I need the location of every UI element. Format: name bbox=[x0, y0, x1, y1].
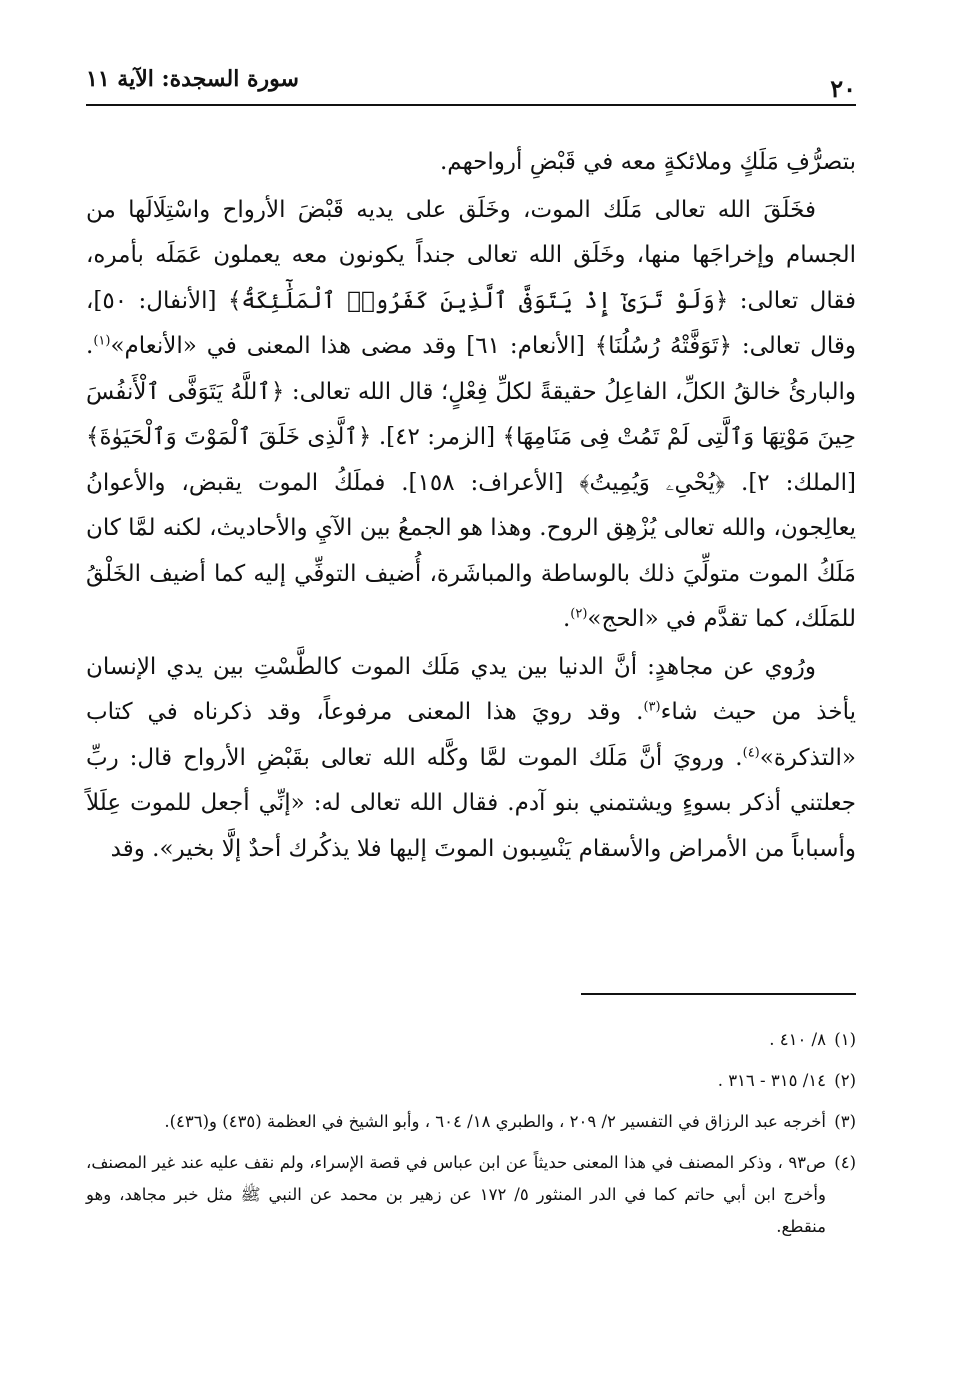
footnote-separator bbox=[581, 993, 856, 995]
text-run: [الملك: ٢]. bbox=[725, 469, 856, 496]
quran-verse: ﴿تَوَفَّتْهُ رُسُلُنَا﴾ bbox=[594, 333, 732, 359]
footnote-text: ص٩٣ ، وذكر المصنف في هذا المعنى حديثاً عن ابن عباس في قصة الإسراء، ولم نقف عليه عند غير المصنف، وأخرج ابن أبي حاتم كما في الدر المنثور ٥/ ١٧٢ عن زهير بن محمد عن النبي ﷺ مثل خبر مجاهد، وهو منقطع. bbox=[86, 1153, 826, 1236]
running-title: سورة السجدة: الآية ١١ bbox=[86, 66, 299, 92]
main-text bbox=[86, 140, 856, 874]
text-run: . bbox=[562, 606, 571, 632]
footnote-item bbox=[86, 1065, 856, 1097]
paragraph-2 bbox=[86, 188, 856, 643]
text-run: . وقد رويَ هذا المعنى مرفوعاً، وقد ذكرناه في كتاب «التذكرة» bbox=[86, 699, 856, 771]
quran-verse: ﴿ٱللَّهُ يَتَوَفَّى ٱلْأَنفُسَ حِينَ مَوْتِهَا وَٱلَّتِى لَمْ تَمُتْ فِى مَنَامِهَا﴾ bbox=[86, 378, 856, 450]
footnote-text: ١٤/ ٣١٥ - ٣١٦ . bbox=[717, 1071, 826, 1090]
footnote-ref-2[interactable]: (٢) bbox=[570, 606, 588, 622]
text-run: . والبارئُ خالقُ الكلِّ، الفاعِلُ حقيقةً لكلِّ فِعْلٍ؛ قال الله تعالى: bbox=[86, 333, 856, 405]
text-run: فخَلَقَ الله تعالى مَلَك الموت، وخَلَق على يديه قَبْضَ الأرواح واسْتِلَالَها من الجسام وإخراجَها منها، وخَلَق الله تعالى جنداً يكونون معه يعملون عَمَلَه بأمره، فقال تعالى: bbox=[86, 196, 856, 314]
text-run: ورُوي عن مجاهدٍ: أنَّ الدنيا بين يدي مَلَك الموت كالطَّسْتِ بين يدي الإنسان يأخذ من حيث شاء bbox=[86, 653, 856, 725]
footnotes bbox=[86, 1024, 856, 1252]
footnote-number: (١) bbox=[834, 1030, 856, 1049]
text-run: [الزمر: ٤٢]. bbox=[371, 424, 503, 450]
footnote-text: ٨/ ٤١٠ . bbox=[769, 1030, 826, 1049]
footnote-number: (٣) bbox=[834, 1112, 856, 1131]
footnote-item bbox=[86, 1106, 856, 1138]
text-run: [الأنعام: ٦١] وقد مضى هذا المعنى في «الأنعام» bbox=[110, 333, 595, 359]
footnote-number: (٢) bbox=[834, 1071, 856, 1090]
paragraph-1 bbox=[86, 140, 856, 186]
quran-verse: ﴿يُحْىِۦ وَيُمِيتُ﴾ bbox=[579, 469, 726, 496]
quran-verse: ﴿وَلَوْ تَرَىٰٓ إِذْ يَتَوَفَّى ٱلَّذِينَ كَفَرُوا۟ ٱلْمَلَٰٓئِكَةُ﴾ bbox=[227, 287, 729, 314]
paragraph-1-text: بتصرُّفِ مَلَكٍ وملائكةٍ معه في قَبْضِ أرواحهم. bbox=[439, 149, 856, 175]
footnote-ref-4[interactable]: (٤) bbox=[742, 744, 760, 760]
footnote-text: أخرجه عبد الرزاق في التفسير ٢/ ٢٠٩ ، والطبري ١٨/ ٦٠٤ ، وأبو الشيخ في العظمة (٤٣٥) و(٤٣٦). bbox=[164, 1112, 826, 1131]
footnote-item bbox=[86, 1024, 856, 1056]
footnote-item bbox=[86, 1147, 856, 1243]
header-rule bbox=[86, 104, 856, 106]
paragraph-3 bbox=[86, 645, 856, 873]
footnote-ref-3[interactable]: (٣) bbox=[643, 699, 661, 715]
quran-verse: ﴿ٱلَّذِى خَلَقَ ٱلْمَوْتَ وَٱلْحَيَوٰةَ﴾ bbox=[86, 424, 372, 450]
footnote-ref-1[interactable]: (١) bbox=[93, 333, 111, 349]
text-run: . ورويَ أنَّ مَلَك الموت لمَّا وكَّله الله تعالى بقَبْضِ الأرواح قال: ربِّ جعلتني أذكر بسوءٍ ويشتمني بنو آدم. فقال الله تعالى له: «إنِّي أجعل للموت عِلَلاً وأسباباً من الأمراض والأسقام يَنْسِبون الموتَ إليها فلا يذكُرك أحدٌ إلَّا بخير». وقد bbox=[86, 744, 856, 862]
footnote-number: (٤) bbox=[834, 1153, 856, 1172]
text-run: [الأنفال: ٥٠]، وقال تعالى: bbox=[86, 287, 856, 359]
page-header bbox=[86, 62, 856, 106]
page-number: ٢٠ bbox=[830, 74, 856, 103]
text-run: [الأعراف: ١٥٨]. فملَكُ الموت يقبض، والأعوانُ يعالِجون، والله تعالى يُزْهِق الروح. وهذا هو الجمعُ بين الآيِ والأحاديث، لكنه لمَّا كان مَلَكُ الموت متولِّيَ ذلك بالوساطة والمباشَرة، أُضيف التوفِّي إليه كما أضيف الخَلْقُ للمَلَك، كما تقدَّم في «الحج» bbox=[86, 469, 856, 632]
